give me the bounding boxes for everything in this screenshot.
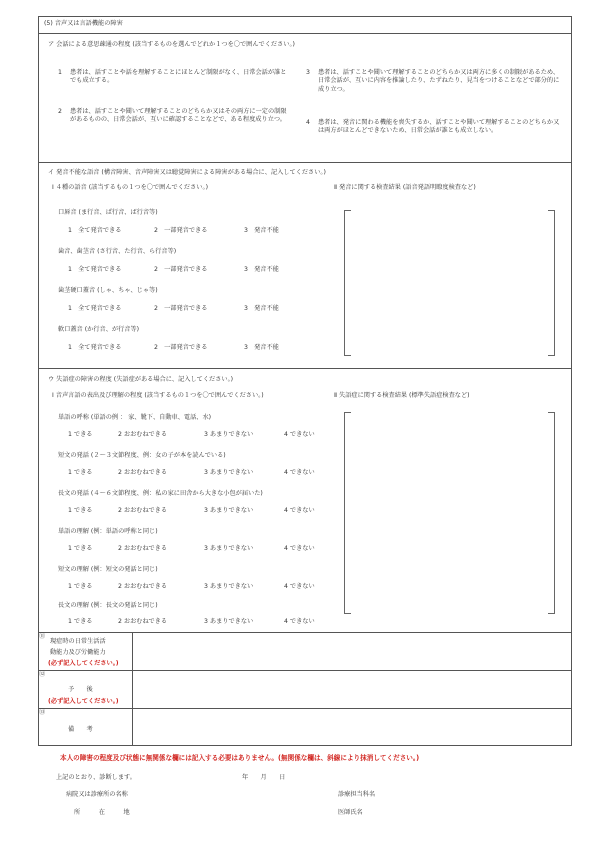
row12-num: ⑫ <box>39 671 46 678</box>
u-group-1-opt-2[interactable]: 2 おおむねできる <box>118 431 168 438</box>
u-test-bracket-right <box>548 412 555 614</box>
u-group-5-opt-2[interactable]: 2 おおむねできる <box>118 583 168 590</box>
u-group-2-opt-3[interactable]: 3 あまりできない <box>204 469 254 476</box>
u-group-6-label: 長文の理解 (例：長文の発話と同じ) <box>58 602 158 609</box>
u-group-6-opt-4[interactable]: 4 できない <box>284 618 315 625</box>
divider <box>38 708 572 709</box>
u-group-1-opt-4[interactable]: 4 できない <box>284 431 315 438</box>
u-group-6-opt-1[interactable]: 1 できる <box>68 618 93 625</box>
diagnosis-date[interactable]: 年 月 日 <box>242 774 286 781</box>
u-title: ウ 失語症の障害の程度 (失語症がある場合に、記入してください。) <box>48 376 234 383</box>
u-group-5-label: 短文の理解 (例：短文の発話と同じ) <box>58 566 158 573</box>
divider <box>38 670 572 671</box>
row12-note: (必ず記入してください。) <box>48 698 119 705</box>
address-label: 所 在 地 <box>74 809 130 816</box>
diagnosis-statement: 上記のとおり、診断します。 <box>56 774 136 781</box>
u-group-4-opt-3[interactable]: 3 あまりできない <box>204 545 254 552</box>
u-subtitle: Ⅰ 音声言語の表出及び理解の程度 (該当するもの１つを〇で囲んでください。) <box>52 392 264 399</box>
i-title: イ 発音不能な語音 (構音障害、音声障害又は聴覚障害による障害がある場合に、記入してください。) <box>48 169 326 176</box>
a-item-2-num: 2 <box>58 108 62 115</box>
i-group-3-opt-3[interactable]: 3 発音不能 <box>244 305 279 312</box>
i-subtitle: Ⅰ ４種の語音 (該当するもの１つを〇で囲んでください。) <box>52 184 208 191</box>
u-group-3-opt-4[interactable]: 4 できない <box>284 507 315 514</box>
a-item-2-text: 患者は、話すことや聞いて理解することのどちらか又はその両方に一定の制限があるものの、日常会話が、互いに確認することなどで、ある程度成り立つ。 <box>70 108 287 124</box>
irrelevant-fields-notice: 本人の障害の程度及び状態に無関係な欄には記入する必要はありません。(無関係な欄は、斜線により抹消してください。) <box>60 754 420 762</box>
row13-input[interactable] <box>136 710 568 744</box>
u-group-1-label: 単語の呼称 (単語の例 ： 家、靴下、自動車、電話、水) <box>58 414 212 421</box>
u-group-5-opt-1[interactable]: 1 できる <box>68 583 93 590</box>
divider <box>38 632 572 633</box>
i-group-2-opt-2[interactable]: 2 一部発音できる <box>154 266 208 273</box>
u-group-2-opt-4[interactable]: 4 できない <box>284 469 315 476</box>
i-group-2-opt-3[interactable]: 3 発音不能 <box>244 266 279 273</box>
label-column-divider <box>132 632 133 746</box>
u-group-3-opt-1[interactable]: 1 できる <box>68 507 93 514</box>
row11-num: ⑪ <box>39 633 46 640</box>
divider <box>38 33 572 34</box>
a-item-3-text: 患者は、話すことや聞いて理解することのどちらか又は両方に多くの制限があるため、日常会話が、互いに内容を推論したり、たずねたり、見当をつけることなどで部分的に成り立つ。 <box>318 69 560 93</box>
row13-num: ⑬ <box>39 709 46 716</box>
row11-label-2: 動能力及び労働能力 <box>50 649 106 656</box>
u-group-5-opt-4[interactable]: 4 できない <box>284 583 315 590</box>
a-item-4-text: 患者は、発音に関わる機能を喪失するか、話すことや聞いて理解することのどちらか又は両方がほとんどできないため、日常会話が誰とも成立しない。 <box>318 119 560 135</box>
row11-input[interactable] <box>136 634 568 668</box>
divider <box>38 368 572 369</box>
u-test-title: Ⅱ 失語症に関する検査結果 (標準失語症検査など) <box>334 392 470 399</box>
i-group-3-opt-1[interactable]: 1 全て発音できる <box>68 305 122 312</box>
i-group-1-label: 口唇音 (ま行音、ぱ行音、ば行音等) <box>58 209 158 216</box>
u-group-2-opt-2[interactable]: 2 おおむねできる <box>118 469 168 476</box>
i-group-2-opt-1[interactable]: 1 全て発音できる <box>68 266 122 273</box>
section-title: (5) 音声又は言語機能の障害 <box>44 20 123 27</box>
a-item-1-text: 患者は、話すことや話を理解することにほとんど制限がなく、日常会話が誰とでも成立する。 <box>70 69 287 85</box>
u-group-4-opt-2[interactable]: 2 おおむねできる <box>118 545 168 552</box>
i-group-4-label: 軟口蓋音 (か行音、が行音等) <box>58 326 140 333</box>
i-group-1-opt-3[interactable]: 3 発音不能 <box>244 227 279 234</box>
u-test-bracket-left <box>344 412 351 614</box>
doctor-name-label: 医師氏名 <box>338 809 363 816</box>
i-group-4-opt-1[interactable]: 1 全て発音できる <box>68 344 122 351</box>
row11-label-1: 現症時の日常生活活 <box>50 638 106 645</box>
divider <box>38 162 572 163</box>
a-title: ア 会話による意思疎通の程度 (該当するものを選んでどれか１つを〇で囲んでください。) <box>48 41 295 48</box>
row11-note: (必ず記入してください。) <box>48 660 119 667</box>
i-test-bracket-left <box>344 210 351 356</box>
i-test-result-area[interactable] <box>352 212 546 354</box>
a-item-3-num: 3 <box>306 69 310 76</box>
hospital-name-label: 病院又は診療所の名称 <box>66 791 128 798</box>
a-item-4-num: 4 <box>306 119 310 126</box>
u-group-2-opt-1[interactable]: 1 できる <box>68 469 93 476</box>
u-group-4-opt-4[interactable]: 4 できない <box>284 545 315 552</box>
u-group-3-opt-2[interactable]: 2 おおむねできる <box>118 507 168 514</box>
i-group-1-opt-1[interactable]: 1 全て発音できる <box>68 227 122 234</box>
u-test-result-area[interactable] <box>352 414 546 612</box>
u-group-1-opt-3[interactable]: 3 あまりできない <box>204 431 254 438</box>
u-group-4-opt-1[interactable]: 1 できる <box>68 545 93 552</box>
row12-label: 予 後 <box>68 686 93 693</box>
i-group-1-opt-2[interactable]: 2 一部発音できる <box>154 227 208 234</box>
i-group-4-opt-3[interactable]: 3 発音不能 <box>244 344 279 351</box>
i-test-title: Ⅱ 発音に関する検査結果 (語音発語明瞭度検査など) <box>334 184 476 191</box>
u-group-6-opt-2[interactable]: 2 おおむねできる <box>118 618 168 625</box>
u-group-5-opt-3[interactable]: 3 あまりできない <box>204 583 254 590</box>
i-test-bracket-right <box>548 210 555 356</box>
u-group-2-label: 短文の発話 (２～３文節程度、例：女の子が本を読んでいる) <box>58 452 226 459</box>
u-group-1-opt-1[interactable]: 1 できる <box>68 431 93 438</box>
i-group-2-label: 歯音、歯茎音 (さ行音、た行音、ら行音等) <box>58 248 177 255</box>
u-group-3-label: 長文の発話 (４～６文節程度、例：私の家に田舎から大きな小包が届いた) <box>58 490 263 497</box>
row13-label: 備 考 <box>68 726 93 733</box>
u-group-3-opt-3[interactable]: 3 あまりできない <box>204 507 254 514</box>
a-item-1-num: 1 <box>58 69 62 76</box>
department-label: 診療担当科名 <box>338 791 376 798</box>
u-group-6-opt-3[interactable]: 3 あまりできない <box>204 618 254 625</box>
i-group-3-label: 歯茎硬口蓋音 (しゃ、ちゃ、じゃ等) <box>58 287 158 294</box>
i-group-3-opt-2[interactable]: 2 一部発音できる <box>154 305 208 312</box>
row12-input[interactable] <box>136 672 568 706</box>
i-group-4-opt-2[interactable]: 2 一部発音できる <box>154 344 208 351</box>
u-group-4-label: 単語の理解 (例：単語の呼称と同じ) <box>58 528 158 535</box>
